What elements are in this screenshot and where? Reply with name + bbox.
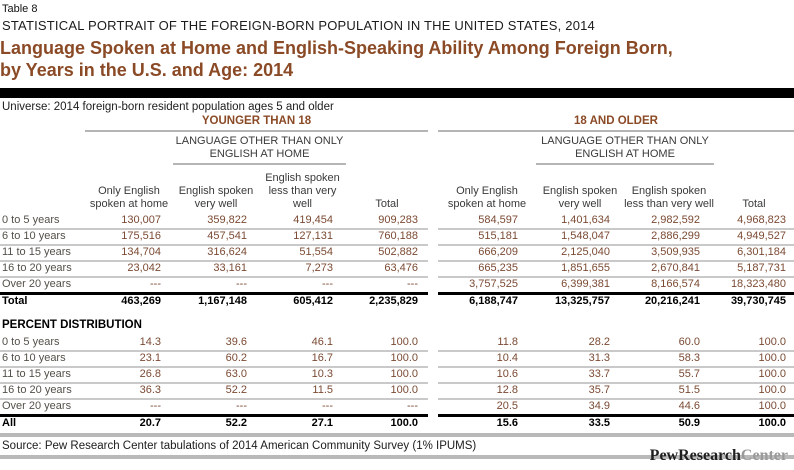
- table-cell: ---: [259, 399, 346, 417]
- table-cell: 6,399,381: [536, 277, 624, 295]
- group-header-18-and-older: 18 AND OLDER: [438, 115, 794, 132]
- total-row: [0, 415, 794, 432]
- table-cell: 1,851,655: [536, 261, 624, 278]
- table-cell: 515,181: [438, 229, 536, 246]
- table-cell: 502,882: [346, 245, 428, 262]
- table-cell: 100.0: [346, 335, 428, 352]
- table-cell: 52.2: [173, 383, 259, 400]
- table-cell: 27.1: [311, 417, 333, 429]
- subgroup-header-younger: [173, 132, 346, 165]
- column-header-only-english-young: Only English spoken at home: [89, 185, 169, 210]
- table-cell: ---: [346, 277, 428, 295]
- row-label: 0 to 5 years: [0, 335, 85, 352]
- column-header-only-english-older: Only English spoken at home: [447, 185, 527, 210]
- table-cell: 665,235: [438, 261, 536, 278]
- table-cell: ---: [346, 399, 428, 417]
- table-cell: 457,541: [173, 229, 259, 246]
- table-cell: 6,301,184: [714, 245, 794, 262]
- counts-section: [0, 213, 794, 310]
- table-cell: 55.7: [624, 367, 714, 384]
- row-label: 6 to 10 years: [0, 229, 85, 246]
- table-cell: 134,704: [85, 245, 173, 262]
- table-cell: 18,323,480: [714, 277, 794, 295]
- table-cell: 130,007: [85, 213, 173, 230]
- table-cell: 28.2: [536, 335, 624, 352]
- logo-text-primary: PewResearch: [649, 447, 741, 464]
- title-line-2: by Years in the U.S. and Age: 2014: [0, 60, 294, 80]
- table-cell: 1,401,634: [536, 213, 624, 230]
- percent-distribution-heading: PERCENT DISTRIBUTION: [2, 319, 142, 331]
- table-cell: 39,730,745: [730, 295, 786, 307]
- table-row: [0, 335, 794, 351]
- table-cell: ---: [85, 277, 173, 295]
- table-row: [0, 367, 794, 383]
- table-cell: 2,886,299: [624, 229, 714, 246]
- table-cell: 50.9: [678, 417, 700, 429]
- row-label: 0 to 5 years: [0, 213, 85, 230]
- table-cell: 100.0: [714, 367, 794, 384]
- table-cell: 100.0: [758, 417, 786, 429]
- table-cell: 1,548,047: [536, 229, 624, 246]
- table-cell: 3,509,935: [624, 245, 714, 262]
- table-cell: 2,125,040: [536, 245, 624, 262]
- table-cell: 7,273: [259, 261, 346, 278]
- column-header-very-well-young: English spoken very well: [178, 185, 254, 210]
- column-header-less-than-very-well-young: English spoken less than very well: [265, 172, 340, 210]
- table-cell: 100.0: [714, 335, 794, 352]
- table-cell: 10.3: [259, 367, 346, 384]
- table-cell: 666,209: [438, 245, 536, 262]
- table-cell: 39.6: [173, 335, 259, 352]
- row-label: 16 to 20 years: [0, 261, 85, 278]
- table-row: [0, 261, 794, 277]
- row-label: 11 to 15 years: [0, 367, 85, 384]
- table-cell: ---: [85, 399, 173, 417]
- table-cell: 419,454: [259, 213, 346, 230]
- row-label: 6 to 10 years: [0, 351, 85, 368]
- table-cell: 909,283: [346, 213, 428, 230]
- table-cell: 11.8: [438, 335, 536, 352]
- table-cell: 23.1: [85, 351, 173, 368]
- table-cell: 35.7: [536, 383, 624, 400]
- column-header-very-well-older: English spoken very well: [542, 185, 618, 210]
- table-cell: 26.8: [85, 367, 173, 384]
- subheader-line-1: LANGUAGE OTHER THAN ONLY: [541, 135, 709, 147]
- row-label: All: [2, 417, 17, 429]
- table-number-label: Table 8: [2, 3, 38, 15]
- table-cell: 23,042: [85, 261, 173, 278]
- table-cell: 100.0: [346, 383, 428, 400]
- row-label: Over 20 years: [0, 277, 85, 295]
- row-label: Over 20 years: [0, 399, 85, 417]
- table-cell: 44.6: [624, 399, 714, 417]
- table-cell: 605,412: [293, 295, 333, 307]
- table-cell: 100.0: [714, 399, 794, 417]
- subheader-line-2: ENGLISH AT HOME: [209, 148, 310, 160]
- row-label: Total: [2, 295, 28, 307]
- table-cell: 20.7: [139, 417, 161, 429]
- table-cell: 51,554: [259, 245, 346, 262]
- table-cell: 100.0: [390, 417, 418, 429]
- total-row: [0, 293, 794, 310]
- table-cell: 11.5: [259, 383, 346, 400]
- logo-text-secondary: Center: [740, 447, 788, 464]
- table-cell: 127,131: [259, 229, 346, 246]
- universe-note: Universe: 2014 foreign-born resident population ages 5 and older: [2, 101, 334, 113]
- table-cell: 16.7: [259, 351, 346, 368]
- source-note: Source: Pew Research Center tabulations of 2014 American Community Survey (1% IPUMS): [2, 440, 477, 452]
- table-cell: 52.2: [225, 417, 247, 429]
- row-label: 16 to 20 years: [0, 383, 85, 400]
- table-cell: 5,187,731: [714, 261, 794, 278]
- table-cell: 6,188,747: [469, 295, 518, 307]
- report-kicker: STATISTICAL PORTRAIT OF THE FOREIGN-BORN POPULATION IN THE UNITED STATES, 2014: [2, 18, 595, 33]
- table-row: [0, 213, 794, 229]
- table-cell: 2,670,841: [624, 261, 714, 278]
- table-cell: 31.3: [536, 351, 624, 368]
- table-cell: 34.9: [536, 399, 624, 417]
- table-cell: 10.6: [438, 367, 536, 384]
- table-cell: 463,269: [121, 295, 161, 307]
- percent-section: [0, 335, 794, 432]
- table-cell: 100.0: [714, 383, 794, 400]
- pew-research-center-logo: [650, 447, 788, 465]
- column-header-total-older: Total: [742, 198, 766, 210]
- table-cell: 60.2: [173, 351, 259, 368]
- table-cell: 46.1: [259, 335, 346, 352]
- subgroup-header-older: [536, 132, 714, 165]
- table-cell: 15.6: [496, 417, 518, 429]
- table-cell: 63.0: [173, 367, 259, 384]
- title-line-1: Language Spoken at Home and English-Speaking Ability Among Foreign Born,: [0, 38, 673, 58]
- table-row: [0, 245, 794, 261]
- table-cell: 33.5: [588, 417, 610, 429]
- table-cell: 4,949,527: [714, 229, 794, 246]
- table-cell: 584,597: [438, 213, 536, 230]
- table-cell: 359,822: [173, 213, 259, 230]
- table-cell: 20.5: [438, 399, 536, 417]
- page-title: [0, 37, 794, 81]
- table-cell: 12.8: [438, 383, 536, 400]
- subheader-line-2: ENGLISH AT HOME: [575, 148, 675, 160]
- table-cell: 3,757,525: [438, 277, 536, 295]
- table-cell: 1,167,148: [198, 295, 247, 307]
- table-cell: 33.7: [536, 367, 624, 384]
- table-cell: 63,476: [346, 261, 428, 278]
- table-cell: 8,166,574: [624, 277, 714, 295]
- table-row: [0, 399, 794, 415]
- table-cell: 13,325,757: [554, 295, 610, 307]
- table-cell: 100.0: [714, 351, 794, 368]
- row-label: 11 to 15 years: [0, 245, 85, 262]
- column-header-less-than-very-well-older: English spoken less than very well: [624, 185, 714, 210]
- table-cell: 316,624: [173, 245, 259, 262]
- table-cell: 36.3: [85, 383, 173, 400]
- table-cell: ---: [173, 277, 259, 295]
- table-cell: 60.0: [624, 335, 714, 352]
- table-cell: 14.3: [85, 335, 173, 352]
- table-row: [0, 229, 794, 245]
- table-cell: 100.0: [346, 351, 428, 368]
- subheader-line-1: LANGUAGE OTHER THAN ONLY: [175, 135, 344, 147]
- table-row: [0, 383, 794, 399]
- divider-bar: [0, 88, 794, 98]
- group-header-younger-than-18: YOUNGER THAN 18: [85, 115, 428, 132]
- table-cell: 58.3: [624, 351, 714, 368]
- table-cell: 2,982,592: [624, 213, 714, 230]
- table-row: [0, 277, 794, 293]
- table-cell: 760,188: [346, 229, 428, 246]
- table-row: [0, 351, 794, 367]
- table-header: [0, 115, 794, 213]
- table-cell: 100.0: [346, 367, 428, 384]
- table-cell: ---: [173, 399, 259, 417]
- table-cell: 33,161: [173, 261, 259, 278]
- table-cell: 4,968,823: [714, 213, 794, 230]
- table-cell: 10.4: [438, 351, 536, 368]
- table-cell: ---: [259, 277, 346, 295]
- table-cell: 51.5: [624, 383, 714, 400]
- table-cell: 2,235,829: [369, 295, 418, 307]
- table-cell: 175,516: [85, 229, 173, 246]
- table-cell: 20,216,241: [644, 295, 700, 307]
- column-header-total-young: Total: [375, 198, 399, 210]
